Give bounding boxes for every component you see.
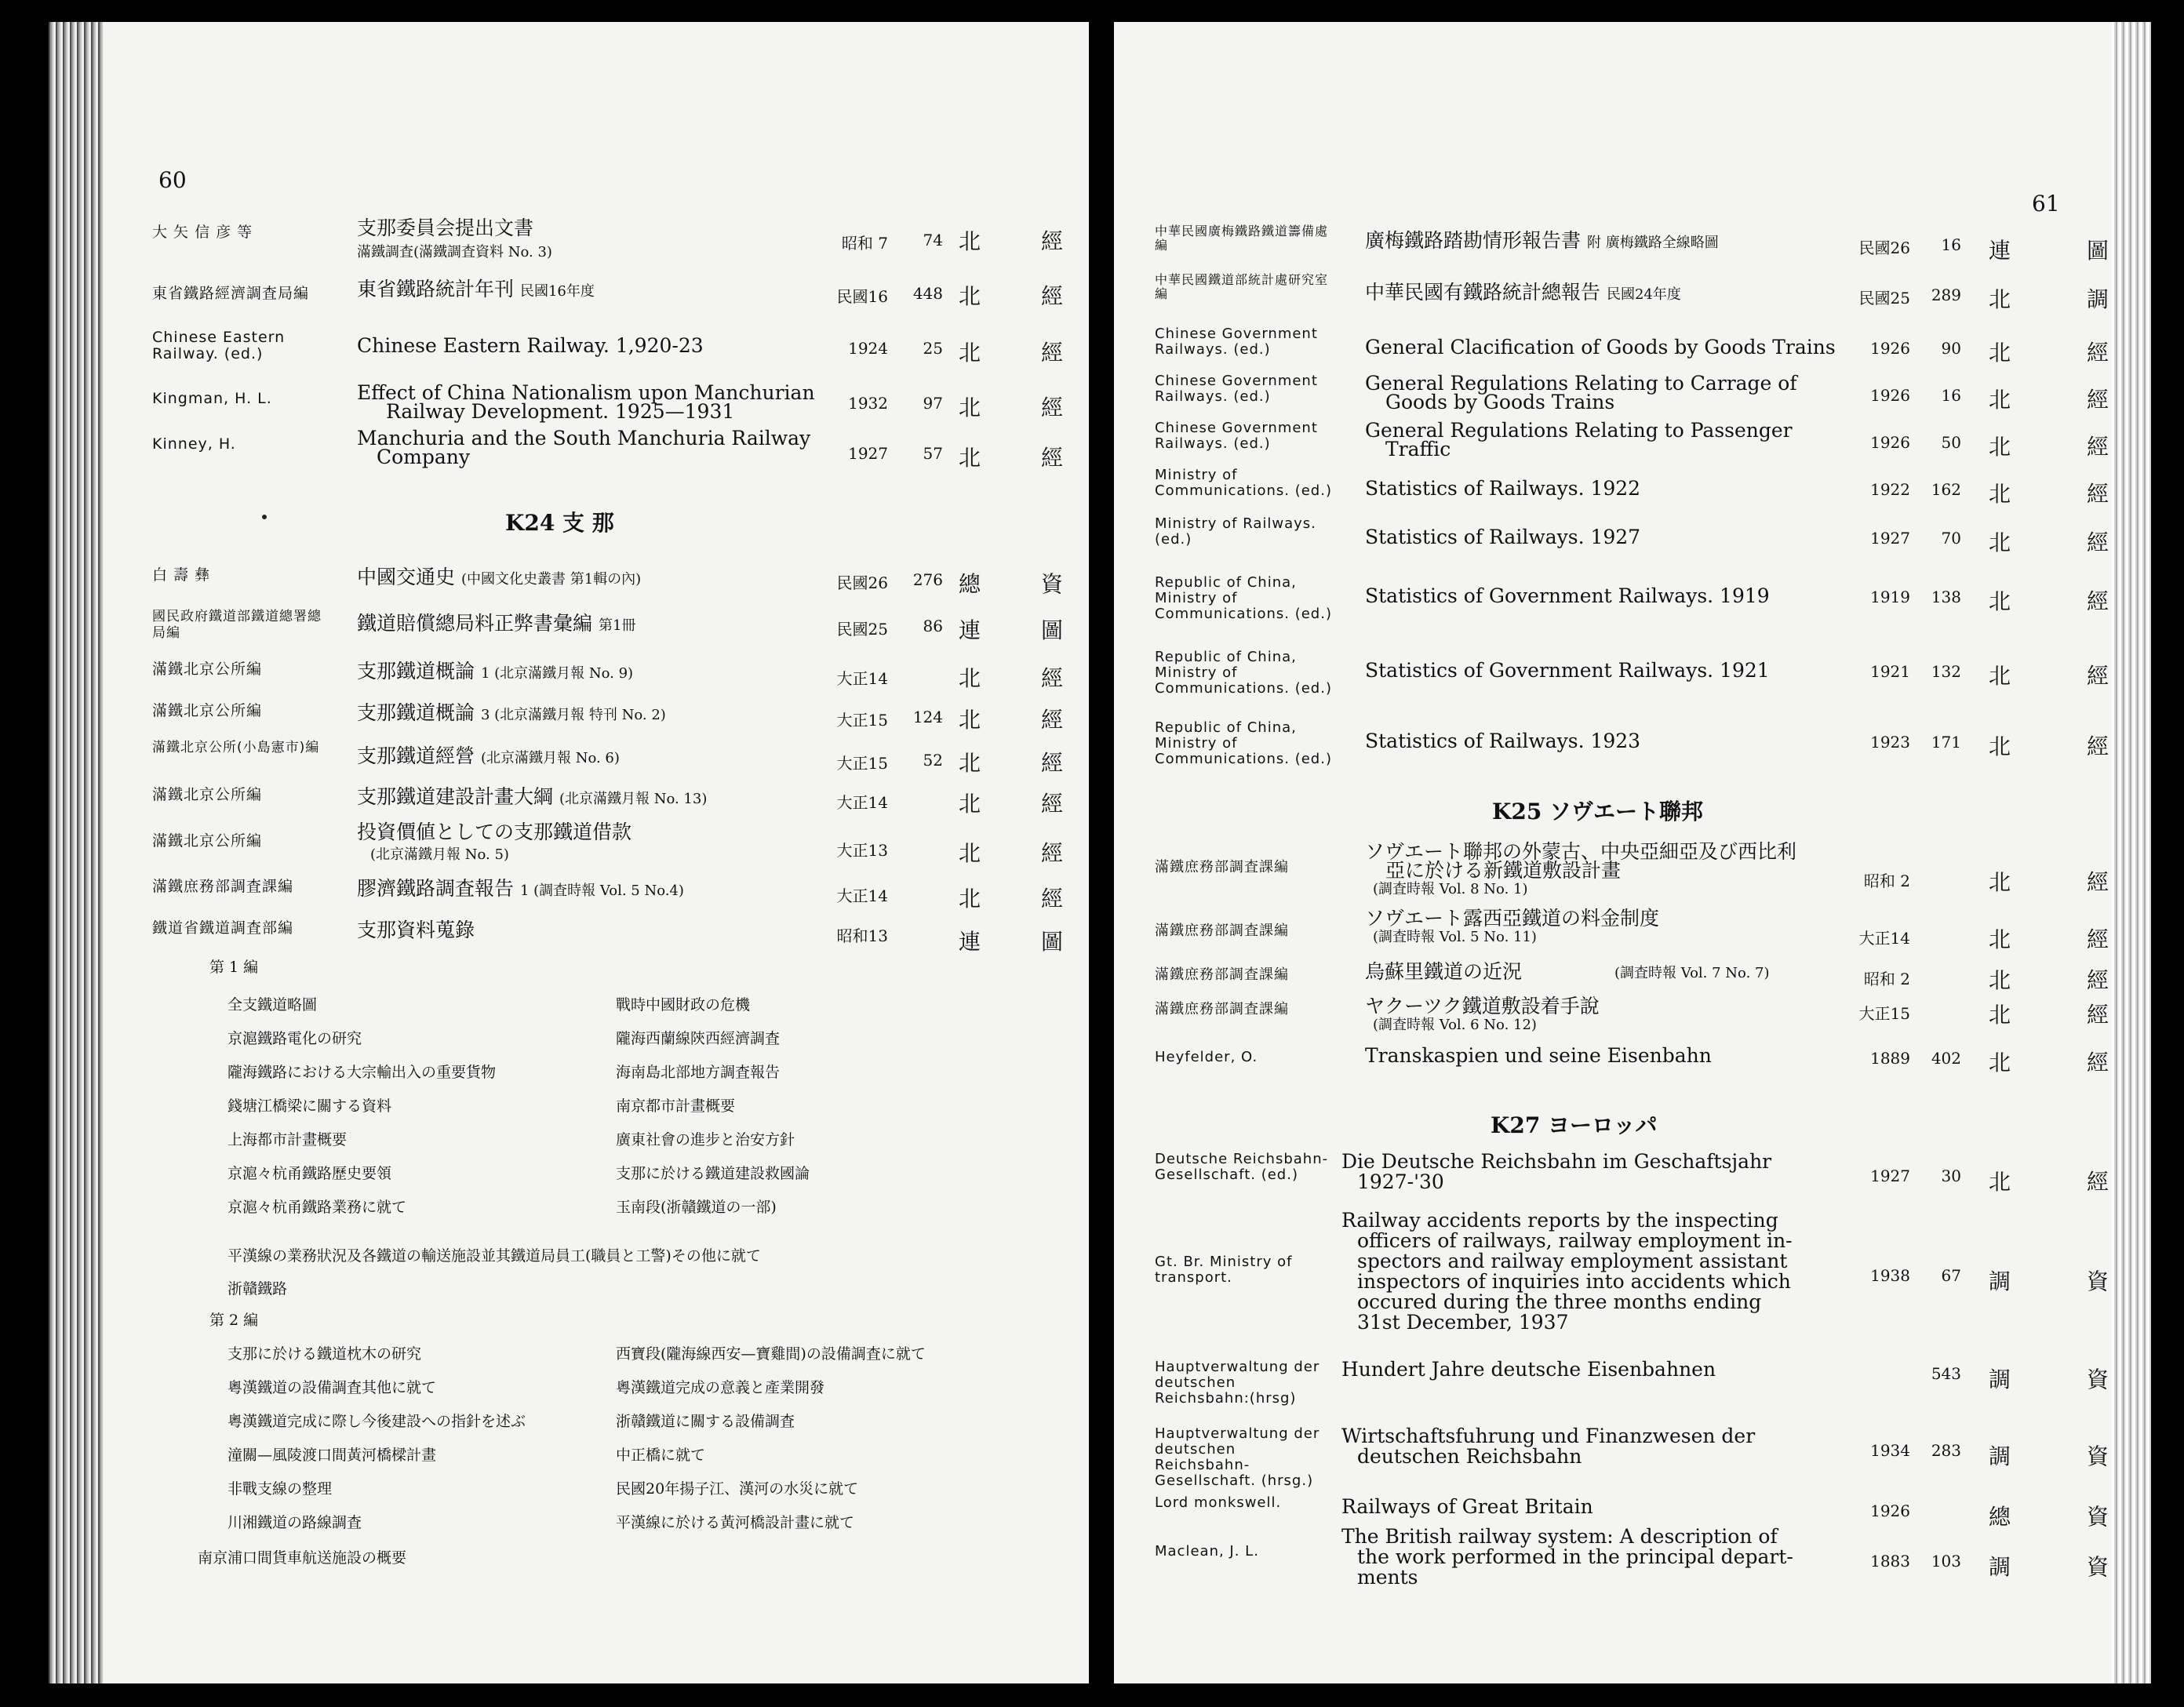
entry-title: General Regulations Relating to Passenger [1365,419,1793,442]
entry-title: Effect of China Nationalism upon Manchurian [357,381,815,404]
entry-author: Chinese Government Railways. (ed.) [1155,420,1318,452]
entry-location: 調 [1989,1367,2011,1392]
entry-author: 滿鐵北京公所(小島憲市)編 [152,740,320,755]
entry-class: 經 [1041,283,1064,309]
binding-edge [49,22,104,1683]
entry-location: 北 [1989,1050,2011,1076]
entry-title: Statistics of Government Railways. 1919 [1365,584,1770,607]
entry-author: 滿鐵北京公所編 [152,661,263,678]
entry-pages: 289 [1931,286,1961,304]
entry-location: 北 [1989,1002,2011,1028]
list-item: 粵漢鐵道完成の意義と產業開發 [616,1379,825,1396]
list-item: 隴海西蘭線陝西經濟調査 [616,1030,781,1047]
entry-title-line: 31st December, 1937 [1357,1311,1569,1334]
entry-year: 民國26 [1858,238,1910,257]
entry-year: 1927 [1870,529,1910,548]
entry-year: 大正14 [836,793,888,812]
entry-title-line: ments [1357,1566,1418,1589]
list-item: 潼關—風陵渡口間黃河橋樑計畫 [228,1447,437,1464]
entry-class: 經 [1041,445,1064,471]
entry-location: 北 [1989,481,2011,507]
entry-class: 經 [1041,791,1064,817]
entry-year: 昭和13 [836,926,888,945]
page-number: 61 [2032,191,2060,217]
entry-location: 北 [959,750,981,776]
entry-class: 經 [2087,926,2109,952]
entry-class: 經 [1041,665,1064,691]
list-item: 民國20年揚子江、漢河の水災に就て [616,1480,859,1498]
entry-title: 支那鐵道概論 1 (北京滿鐵月報 No. 9) [357,660,634,682]
entry-author: 滿鐵北京公所編 [152,786,263,803]
entry-pages: 402 [1931,1049,1961,1068]
entry-title: 支那鐵道建設計畫大綱 (北京滿鐵月報 No. 13) [357,785,708,808]
entry-class: 經 [2087,1050,2109,1076]
entry-year: 民國25 [836,620,888,639]
entry-class: 經 [2087,387,2109,413]
entry-title: 支那委員会提出文書 [357,217,534,239]
entry-title-line: Railways of Great Britain [1341,1495,1593,1518]
entry-title: 支那資料蒐錄 [357,919,475,941]
list-item: 廣東社會の進步と治安方針 [616,1131,795,1148]
entry-pages: 30 [1941,1167,1961,1185]
entry-year: 1921 [1870,662,1910,681]
entry-author: Maclean, J. L. [1155,1543,1259,1560]
entry-title: 支那鐵道概論 3 (北京滿鐵月報 特刊 No. 2) [357,701,666,724]
left-page [49,22,1089,1683]
entry-note: (調査時報 Vol. 7 No. 7) [1614,965,1770,981]
entry-title: Chinese Eastern Railway. 1,920-23 [357,334,704,357]
list-item: 上海都市計畫概要 [228,1131,348,1148]
entry-title: Statistics of Railways. 1927 [1365,526,1641,548]
entry-title-line: inspectors of inquiries into accidents which [1357,1270,1791,1293]
entry-title-line2: Company [377,446,471,468]
entry-author: 白 壽 彝 [152,566,211,584]
entry-year: 1927 [1870,1167,1910,1185]
entry-class: 經 [2087,733,2109,759]
entry-author: Hauptverwaltung der deutschen Reichsbahn-Gesellschaft. (hrsg.) [1155,1425,1320,1489]
entry-class: 圖 [2087,238,2109,264]
list-item: 粵漢鐵道の設備調査其他に就て [228,1379,437,1396]
entry-title-line: 1927-'30 [1357,1170,1444,1193]
entry-author: 滿鐵庶務部調査課編 [1155,1001,1289,1017]
entry-location: 北 [1989,530,2011,555]
entry-location: 連 [1989,238,2011,264]
list-item: 錢塘江橋梁に關する資料 [228,1097,392,1115]
list-item: 京滬々杭甬鐵路業務に就て [228,1199,407,1216]
entry-author: 滿鐵庶務部調査課編 [152,878,294,895]
entry-year: 大正15 [836,711,888,730]
entry-class: 經 [1041,886,1064,912]
binding-edge [2112,22,2151,1683]
entry-class: 經 [1041,395,1064,420]
entry-title: 支那鐵道經營 (北京滿鐵月報 No. 6) [357,744,620,767]
entry-class: 經 [2087,1169,2109,1195]
entry-title: Manchuria and the South Manchuria Railway [357,427,811,449]
list-item: 非戰支線の整理 [228,1480,333,1498]
entry-author: Ministry of Communications. (ed.) [1155,467,1332,499]
entry-title: Statistics of Government Railways. 1921 [1365,659,1770,682]
entry-author: 大 矢 信 彦 等 [152,224,253,241]
entry-year: 1924 [848,339,888,358]
entry-location: 北 [1989,926,2011,952]
section-heading: K27 ヨーロッパ [1491,1112,1658,1138]
list-item: 南京都市計畫概要 [616,1097,736,1115]
entry-year: 民國26 [836,573,888,592]
entry-location: 調 [1989,1443,2011,1469]
entry-year: 民國25 [1858,289,1910,308]
entry-author: Chinese Government Railways. (ed.) [1155,373,1318,405]
entry-year: 1932 [848,394,888,413]
entry-author: Kinney, H. [152,435,236,453]
entry-location: 北 [1989,387,2011,413]
entry-pages: 132 [1931,662,1961,681]
list-item: 支那に於ける鐵道枕木の研究 [228,1345,422,1363]
entry-location: 北 [1989,869,2011,895]
entry-location: 北 [1989,588,2011,614]
entry-author: 滿鐵庶務部調査課編 [1155,859,1289,875]
list-item: 浙贛鐵路 [228,1280,288,1298]
entry-year: 1927 [848,444,888,463]
entry-author: Chinese Government Railways. (ed.) [1155,326,1318,358]
entry-location: 調 [1989,1268,2011,1294]
entry-class: 經 [2087,340,2109,366]
entry-location: 北 [1989,733,2011,759]
entry-pages: 162 [1931,480,1961,499]
entry-class: 經 [1041,750,1064,776]
entry-title: 中國交通史 (中國文化史叢書 第1輯の內) [357,566,642,588]
entry-pages: 276 [912,570,943,589]
entry-class: 經 [2087,530,2109,555]
entry-year: 1926 [1870,433,1910,452]
entry-location: 總 [959,571,981,597]
entry-title: 廣梅鐵路踏勘情形報告書 附 廣梅鐵路全線略圖 [1365,229,1719,252]
entry-title: 中華民國有鐵路統計總報告 民國24年度 [1365,281,1681,304]
entry-author: Republic of China, Ministry of Communications. (ed.) [1155,574,1332,622]
entry-pages: 70 [1941,529,1961,548]
entry-class: 資 [1041,571,1064,597]
entry-year: 1923 [1870,733,1910,752]
entry-year: 大正15 [836,754,888,773]
entry-year: 1926 [1870,386,1910,405]
entry-class: 經 [2087,588,2109,614]
list-item: 西寶段(隴海線西安—寶雞間)の設備調査に就て [616,1345,926,1363]
entry-location: 總 [1989,1504,2011,1530]
entry-author: 東省鐵路經濟調査局編 [152,285,310,302]
entry-title: Statistics of Railways. 1923 [1365,730,1641,752]
entry-year: 大正15 [1858,1004,1910,1023]
entry-class: 經 [2087,1002,2109,1028]
entry-year: 1934 [1870,1441,1910,1460]
entry-author: Ministry of Railways. (ed.) [1155,515,1316,548]
entry-pages: 52 [923,751,943,770]
entry-pages: 138 [1931,588,1961,606]
entry-title-line: officers of railways, railway employment in- [1357,1229,1793,1252]
entry-location: 北 [959,791,981,817]
entry-year: 大正13 [836,841,888,860]
entry-title: 投資價値としての支那鐵道借款 [357,821,632,843]
entry-pages: 448 [912,284,943,303]
entry-note: 滿鐵調査(滿鐵調査資料 No. 3) [357,244,552,260]
right-page [1114,22,2151,1683]
section-heading: K24 支 那 [505,510,614,536]
entry-location: 北 [959,665,981,691]
entry-pages: 67 [1941,1266,1961,1285]
entry-class: 圖 [1041,617,1064,643]
list-item: 浙贛鐵道に關する設備調査 [616,1413,795,1430]
list-item: 京滬々杭甬鐵路歷史要領 [228,1165,392,1182]
entry-title-line2: 亞に於ける新鐵道敷設計畫 [1385,859,1622,882]
entry-author: Gt. Br. Ministry of transport. [1155,1254,1293,1286]
entry-title: General Clacification of Goods by Goods Trains [1365,336,1836,359]
entry-author: 滿鐵庶務部調査課編 [1155,966,1289,983]
entry-class: 資 [2087,1504,2109,1530]
entry-year: 1926 [1870,1501,1910,1520]
entry-location: 連 [959,929,981,955]
entry-pages: 124 [912,708,943,726]
entry-class: 資 [2087,1367,2109,1392]
entry-title-line2: Goods by Goods Trains [1385,391,1615,413]
entry-author: 國民政府鐵道部鐵道總署總局編 [152,609,322,641]
entry-pages: 16 [1941,235,1961,254]
entry-year: 1883 [1870,1552,1910,1571]
entry-pages: 50 [1941,433,1961,452]
entry-location: 北 [1989,1169,2011,1195]
entry-class: 經 [2087,663,2109,689]
entry-location: 北 [1989,967,2011,993]
entry-pages: 171 [1931,733,1961,752]
entry-title: Statistics of Railways. 1922 [1365,477,1641,500]
entry-author: 中華民國廣梅鐵路鐵道籌備處編 [1155,224,1329,253]
page-number: 60 [158,167,187,193]
entry-title-line: spectors and railway employment assistant [1357,1250,1788,1272]
list-item: 戰時中國財政の危機 [616,996,751,1014]
entry-location: 北 [1989,663,2011,689]
entry-note: (北京滿鐵月報 No. 5) [370,846,509,863]
speck [262,515,267,519]
entry-location: 北 [959,707,981,733]
entry-location: 北 [1989,286,2011,312]
entry-title-line: Hundert Jahre deutsche Eisenbahnen [1341,1358,1716,1381]
entry-year: 1889 [1870,1049,1910,1068]
entry-title-line: The British railway system: A description of [1341,1525,1778,1548]
entry-location: 北 [959,283,981,309]
entry-year: 1926 [1870,339,1910,358]
entry-title-line2: Traffic [1385,438,1451,460]
list-item: 川湘鐵道の路線調査 [228,1514,362,1531]
entry-author: 滿鐵北京公所編 [152,832,263,850]
entry-location: 調 [1989,1554,2011,1580]
entry-class: 經 [2087,434,2109,460]
volume-label: 第 1 編 [209,959,259,976]
entry-author: 滿鐵北京公所編 [152,702,263,719]
entry-class: 資 [2087,1268,2109,1294]
entry-class: 經 [2087,967,2109,993]
entry-class: 資 [2087,1443,2109,1469]
entry-year: 昭和 2 [1863,872,1910,890]
list-item: 京滬鐵路電化の研究 [228,1030,362,1047]
entry-author: Heyfelder, O. [1155,1049,1258,1065]
entry-year: 大正14 [1858,929,1910,948]
entry-year: 1922 [1870,480,1910,499]
entry-title: Transkaspien und seine Eisenbahn [1365,1044,1712,1067]
list-item: 平漢線に於ける黃河橋設計畫に就て [616,1514,855,1531]
entry-location: 北 [959,840,981,866]
list-item: 平漢線の業務狀況及各鐵道の輸送施設並其鐵道局員工(職員と工警)その他に就て [228,1247,761,1265]
entry-title-line: Die Deutsche Reichsbahn im Geschaftsjahr [1341,1150,1772,1173]
entry-location: 北 [959,228,981,254]
entry-pages: 283 [1931,1441,1961,1460]
entry-pages: 103 [1931,1552,1961,1571]
entry-class: 經 [2087,869,2109,895]
entry-title: ヤクーツク鐵道敷設着手說 [1365,995,1600,1017]
entry-location: 北 [959,886,981,912]
entry-class: 圖 [1041,929,1064,955]
list-item: 支那に於ける鐵道建設救國論 [616,1165,810,1182]
entry-title: ソヴエート露西亞鐵道の料金制度 [1365,907,1660,930]
entry-note: (調査時報 Vol. 5 No. 11) [1373,929,1537,945]
list-item: 粵漢鐵道完成に際し今後建設への指針を述ぶ [228,1413,526,1430]
entry-location: 北 [1989,340,2011,366]
entry-author: 滿鐵庶務部調査課編 [1155,923,1289,939]
entry-author: Chinese Eastern Railway. (ed.) [152,329,286,362]
section-heading: K25 ソヴエート聯邦 [1492,799,1704,824]
entry-pages: 74 [923,231,943,249]
list-item: 南京浦口間貨車航送施設の概要 [198,1549,407,1567]
entry-pages: 90 [1941,339,1961,358]
entry-pages: 16 [1941,386,1961,405]
entry-pages: 57 [923,444,943,463]
entry-title-line: the work performed in the principal depart- [1357,1545,1793,1568]
entry-year: 昭和 2 [1863,970,1910,988]
entry-pages: 543 [1931,1364,1961,1383]
entry-title-line: Railway accidents reports by the inspecting [1341,1209,1778,1232]
entry-location: 北 [959,445,981,471]
entry-class: 調 [2087,286,2109,312]
entry-year: 1938 [1870,1266,1910,1285]
entry-note: (調査時報 Vol. 8 No. 1) [1373,881,1528,897]
entry-note: (調査時報 Vol. 6 No. 12) [1373,1017,1537,1033]
entry-title-line: occured during the three months ending [1357,1290,1762,1313]
entry-title-line: Wirtschaftsfuhrung und Finanzwesen der [1341,1425,1756,1447]
list-item: 海南島北部地方調査報告 [616,1064,781,1081]
entry-location: 北 [959,395,981,420]
entry-author: 中華民國鐵道部統計處研究室編 [1155,272,1329,301]
entry-class: 經 [1041,707,1064,733]
list-item: 隴海鐵路における大宗輸出入の重要貨物 [228,1064,497,1081]
entry-title: 鐵道賠償總局料正弊書彙編 第1冊 [357,612,636,635]
entry-location: 連 [959,617,981,643]
entry-location: 北 [959,340,981,366]
list-item: 玉南段(浙贛鐵道の一部) [616,1199,777,1216]
entry-pages: 25 [923,339,943,358]
entry-author: Deutsche Reichsbahn-Gesellschaft. (ed.) [1155,1151,1329,1183]
entry-location: 北 [1989,434,2011,460]
entry-author: Lord monkswell. [1155,1494,1282,1511]
entry-title: 膠濟鐵路調査報告 1 (調査時報 Vol. 5 No.4) [357,877,684,900]
entry-author: 鐵道省鐵道調査部編 [152,919,294,937]
entry-author: Republic of China, Ministry of Communications. (ed.) [1155,649,1332,697]
list-item: 全支鐵道略圖 [228,996,318,1014]
entry-title-line2: Railway Development. 1925—1931 [386,400,735,423]
entry-year: 1919 [1870,588,1910,606]
entry-year: 大正14 [836,669,888,688]
entry-year: 昭和 7 [841,234,888,253]
entry-title: 東省鐵路統計年刊 民國16年度 [357,278,595,300]
entry-class: 經 [1041,340,1064,366]
entry-author: Kingman, H. L. [152,390,272,407]
entry-title: 烏蘇里鐵道の近況 [1365,960,1523,983]
entry-pages: 86 [923,617,943,635]
entry-title: ソヴエート聯邦の外蒙古、中央亞細亞及び西比利 [1365,840,1797,863]
entry-year: 大正14 [836,886,888,905]
entry-title: General Regulations Relating to Carrage of [1365,372,1797,395]
entry-year: 民國16 [836,287,888,306]
entry-class: 資 [2087,1554,2109,1580]
entry-class: 經 [1041,840,1064,866]
entry-title-line: deutschen Reichsbahn [1357,1445,1582,1468]
list-item: 中正橋に就て [616,1447,706,1464]
entry-class: 經 [1041,228,1064,254]
entry-class: 經 [2087,481,2109,507]
volume-label: 第 2 編 [209,1312,259,1329]
entry-pages: 97 [923,394,943,413]
entry-author: Hauptverwaltung der deutschen Reichsbahn:(hrsg) [1155,1359,1320,1407]
entry-author: Republic of China, Ministry of Communications. (ed.) [1155,719,1332,767]
